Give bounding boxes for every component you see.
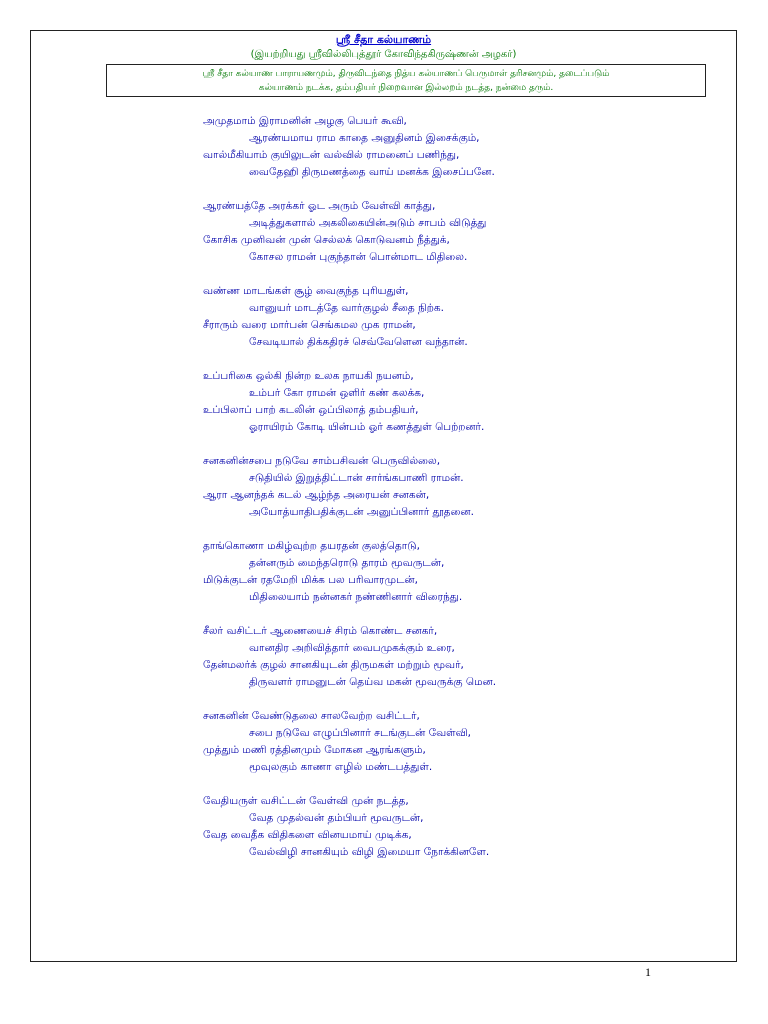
poem-line: உப்பிலாப் பாற் கடலின் ஒப்பிலாத் தம்பதியர், [203, 404, 419, 416]
poem-line: திருவளர் ராமனுடன் தெய்வ மகன் மூவருக்கு மென. [249, 676, 497, 688]
document-title: ஸ்ரீ சீதா கல்யாணம் [335, 33, 432, 46]
stanza [203, 113, 496, 181]
intro-box [106, 64, 706, 97]
poem-line: அயோத்யாதிபதிக்குடன் அனுப்பினார் தூதனை. [249, 506, 474, 518]
poem-line: தாங்கொணா மகிழ்வுற்ற தயரதன் குலத்தொடு, [203, 540, 420, 552]
intro-line-2: கல்யாணம் நடக்க, தம்பதியர் நிறைவான இல்லறம் நடத்த, நன்மை தரும். [258, 83, 554, 93]
poem-line: அமுதமாம் இராமனின் அழகு பெயர் கூவி, [203, 115, 407, 127]
intro-line-1: ஸ்ரீ சீதா கல்யாண பாராயணமும், திருவிடந்தை நித்ய கல்யாணப் பெருமாள் தரிசனமும், தடைப்படும் [202, 69, 610, 79]
stanza [203, 538, 496, 606]
poem-line: மிடுக்குடன் ரதமேறி மிக்க பல பரிவாரமுடன், [203, 574, 418, 586]
poem-line: உம்பர் கோ ராமன் ஒளிர் கண் கலக்க, [249, 387, 425, 399]
poem-line: வால்மீகியாம் குயிலுடன் வல்வில் ராமனைப் பணிந்து, [203, 149, 460, 161]
poem-line: தன்னரும் மைந்தரொடு தாரம் மூவருடன், [249, 557, 445, 569]
poem-line: வேதியருள் வசிட்டன் வேள்வி முன் நடத்த, [203, 795, 409, 807]
poem-line: ஓராயிரம் கோடி யின்பம் ஓர் கணத்துள் பெற்றனர். [249, 421, 485, 433]
poem-line: கோசிக முனிவன் முன் செல்லக் கொடுவனம் நீத்துக், [203, 234, 450, 246]
poem-line: ஆரண்யத்தே அரக்கர் ஓட அரும் வேள்வி காத்து, [203, 200, 436, 212]
poem-line: அடித்துகளால் அகலிகையின்அடும் சாபம் விடுத்து [249, 217, 487, 229]
poem-line: சபை நடுவே எழுப்பினார் சடங்குடன் வேள்வி, [249, 727, 471, 739]
stanza [203, 368, 496, 436]
document-subtitle: (இயற்றியது ஸ்ரீவில்லிபுத்தூர் கோவிந்தகிருஷ்ணன் அழகர்) [250, 49, 517, 60]
poem-line: சேவடியால் திக்கதிரச் செவ்வேளென வந்தான். [249, 336, 468, 348]
poem-line: சீராரும் வரை மார்பன் செங்கமல முக ராமன், [203, 319, 416, 331]
poem-line: முத்தும் மணி ரத்தினமும் மோகன ஆரங்களும், [203, 744, 426, 756]
stanza [203, 708, 496, 776]
poem-body [203, 113, 496, 878]
poem-line: சனகனின்சபை நடுவே சாம்பசிவன் பெருவில்லை, [203, 455, 441, 467]
poem-line: கோசல ராமன் புகுந்தான் பொன்மாட மிதிலை. [249, 251, 468, 263]
poem-line: வானதிர அறிவித்தார் வைபமுகக்கும் உரை, [249, 642, 455, 654]
poem-line: வேத முதல்வன் தம்பியர் மூவருடன், [249, 812, 424, 824]
poem-line: சீலர் வசிட்டர் ஆணையைச் சிரம் கொண்ட சனகர், [203, 625, 438, 637]
page-frame [30, 30, 737, 979]
stanza [203, 453, 496, 521]
poem-line: உப்பரிகை ஒல்கி நின்ற உலக நாயகி நயனம், [203, 370, 414, 382]
poem-line: வைதேஹி திருமணத்தை வாய் மனக்க இசைப்பனே. [249, 166, 495, 178]
poem-line: ஆரண்யமாய ராம காதை அனுதினம் இசைக்கும், [249, 132, 480, 144]
poem-line: வேல்விழி சானகியும் விழி இமையா நோக்கினளே. [249, 846, 490, 858]
poem-line: சடுதியில் இறுத்திட்டான் சார்ங்கபாணி ராமன். [249, 472, 464, 484]
poem-line: வண்ண மாடங்கள் சூழ் வைகுந்த புரியதுள், [203, 285, 409, 297]
page-number: 1 [645, 965, 651, 979]
stanza [203, 198, 496, 266]
poem-line: வேத வைதீக விதிகளை வினயமாய் முடிக்க, [203, 829, 412, 841]
poem-line: மூவுலகும் காணா எழில் மண்டபத்துள். [249, 761, 433, 773]
poem-line: சனகனின் வேண்டுதலை சாலவேற்ற வசிட்டர், [203, 710, 420, 722]
poem-line: மிதிலையாம் நன்னகர் நண்ணினார் விரைந்து. [249, 591, 463, 603]
stanza [203, 283, 496, 351]
stanza [203, 793, 496, 861]
poem-line: தேன்மலர்க் குழல் சானகியுடன் திருமகள் மற்றும் மூவர், [203, 659, 464, 671]
poem-line: ஆரா ஆனந்தக் கடல் ஆழ்ந்த அரையன் சனகன், [203, 489, 430, 501]
poem-line: வானுயர் மாடத்தே வார்குழல் சீதை நிற்க. [249, 302, 444, 314]
stanza [203, 623, 496, 691]
